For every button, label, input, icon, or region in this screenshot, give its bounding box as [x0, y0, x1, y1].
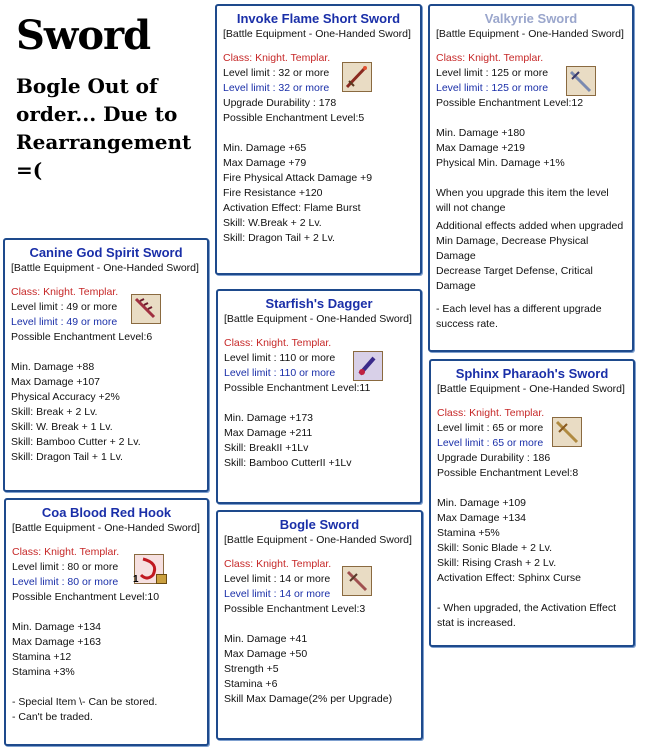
item-info-line: Upgrade Durability : 178: [223, 97, 337, 109]
item-panel-canine-god: [3, 238, 209, 492]
item-stat: Skill: Bamboo CutterII +1Lv: [224, 457, 352, 469]
item-stat: Skill: Sonic Blade + 2 Lv.: [437, 542, 553, 554]
item-note: When you upgrade this item the level will not change: [436, 187, 609, 214]
item-stat: Skill: Rising Crash + 2 Lv.: [437, 557, 557, 569]
item-stat: Skill Max Damage(2% per Upgrade): [224, 693, 393, 705]
item-stat: Skill: W.Break + 2 Lv.: [223, 217, 322, 229]
item-name: Sphinx Pharaoh's Sword: [455, 366, 609, 381]
item-class: Class: Knight. Templar.: [223, 52, 331, 64]
item-level-limit-required: Level limit : 49 or more: [11, 316, 118, 328]
item-stat: Max Damage +163: [12, 636, 102, 648]
item-panel-coa-blood: [4, 498, 209, 746]
item-stat: Physical Min. Damage +1%: [436, 157, 565, 169]
item-class: Class: Knight. Templar.: [12, 546, 120, 558]
item-info-line: Possible Enchantment Level:8: [437, 467, 579, 479]
item-stat: Max Damage +219: [436, 142, 526, 154]
item-panel-starfish: [216, 289, 422, 504]
item-name: Starfish's Dagger: [265, 296, 373, 311]
sword-icon: [131, 294, 161, 324]
sword-icon: [342, 62, 372, 92]
item-level-limit-required: Level limit : 80 or more: [12, 576, 119, 588]
item-note: Additional effects added when upgraded: [436, 220, 624, 232]
item-category: [Battle Equipment - One-Handed Sword]: [11, 262, 199, 274]
item-level-limit: Level limit : 49 or more: [11, 301, 118, 313]
sword-icon: [342, 566, 372, 596]
item-name: Bogle Sword: [279, 517, 360, 532]
item-stat: Fire Resistance +120: [223, 187, 323, 199]
item-stat: Min. Damage +88: [11, 361, 95, 373]
item-stat: Max Damage +211: [224, 427, 313, 439]
page-subtitle: Bogle Out of order... Due to Rearrangement =(: [16, 74, 192, 182]
item-stat: Stamina +12: [12, 651, 72, 663]
item-note: - Can't be traded.: [12, 711, 93, 723]
item-panel-valkyrie: [428, 4, 634, 352]
item-stat: Fire Physical Attack Damage +9: [223, 172, 373, 184]
item-level-limit: Level limit : 110 or more: [224, 352, 336, 364]
item-stat: Activation Effect: Flame Burst: [223, 202, 361, 214]
dagger-icon: [353, 351, 383, 381]
item-name: Canine God Spirit Sword: [29, 245, 183, 260]
item-class: Class: Knight. Templar.: [436, 52, 544, 64]
sword-icon: [552, 417, 582, 447]
item-stat: Physical Accuracy +2%: [11, 391, 120, 403]
item-level-limit: Level limit : 14 or more: [224, 573, 331, 585]
item-stat: Max Damage +107: [11, 376, 101, 388]
item-note: - Special Item \- Can be stored.: [12, 696, 158, 708]
lock-icon: [156, 574, 167, 584]
item-stat: Skill: W. Break + 1 Lv.: [11, 421, 113, 433]
item-category: [Battle Equipment - One-Handed Sword]: [223, 28, 411, 40]
item-stat: Min. Damage +180: [436, 127, 526, 139]
item-stat: Stamina +6: [224, 678, 278, 690]
item-stat: Min. Damage +134: [12, 621, 102, 633]
item-stat: Skill: Bamboo Cutter + 2 Lv.: [11, 436, 141, 448]
item-stat: Min. Damage +173: [224, 412, 314, 424]
item-info-line: Possible Enchantment Level:12: [436, 97, 584, 109]
item-category: [Battle Equipment - One-Handed Sword]: [224, 534, 412, 546]
item-stat: Skill: BreakII +1Lv: [224, 442, 309, 454]
item-stat: Max Damage +79: [223, 157, 307, 169]
item-info-line: Possible Enchantment Level:11: [224, 382, 371, 394]
item-level-limit-required: Level limit : 14 or more: [224, 588, 331, 600]
item-stat: Strength +5: [224, 663, 279, 675]
item-stat: Max Damage +50: [224, 648, 308, 660]
item-stat: Activation Effect: Sphinx Curse: [437, 572, 581, 584]
item-category: [Battle Equipment - One-Handed Sword]: [436, 28, 624, 40]
item-info-line: Possible Enchantment Level:10: [12, 591, 160, 603]
item-stat: Skill: Dragon Tail + 2 Lv.: [223, 232, 335, 244]
item-level-limit: Level limit : 80 or more: [12, 561, 119, 573]
item-name: Valkyrie Sword: [484, 11, 578, 26]
item-class: Class: Knight. Templar.: [224, 558, 332, 570]
item-level-limit: Level limit : 125 or more: [436, 67, 549, 79]
item-stat: Stamina +3%: [12, 666, 75, 678]
item-stat: Min. Damage +65: [223, 142, 307, 154]
page-title: Sword: [16, 12, 151, 59]
item-count-badge: 1: [133, 574, 139, 585]
item-panel-invoke-flame: [215, 4, 422, 275]
item-note: - Each level has a different upgrade success rate.: [436, 303, 602, 330]
item-name: Invoke Flame Short Sword: [236, 11, 401, 26]
item-class: Class: Knight. Templar.: [224, 337, 332, 349]
item-category: [Battle Equipment - One-Handed Sword]: [437, 383, 625, 395]
item-category: [Battle Equipment - One-Handed Sword]: [224, 313, 412, 325]
item-info-line: Upgrade Durability : 186: [437, 452, 551, 464]
item-info-line: Possible Enchantment Level:3: [224, 603, 366, 615]
item-note: - When upgraded, the Activation Effect stat is increased.: [437, 602, 616, 629]
item-level-limit-required: Level limit : 125 or more: [436, 82, 549, 94]
item-category: [Battle Equipment - One-Handed Sword]: [12, 522, 200, 534]
item-class: Class: Knight. Templar.: [11, 286, 119, 298]
item-name: Coa Blood Red Hook: [41, 505, 172, 520]
item-level-limit-required: Level limit : 32 or more: [223, 82, 330, 94]
item-level-limit-required: Level limit : 110 or more: [224, 367, 336, 379]
item-level-limit-required: Level limit : 65 or more: [437, 437, 544, 449]
item-note: Decrease Target Defense, Critical Damage: [436, 265, 593, 292]
item-class: Class: Knight. Templar.: [437, 407, 545, 419]
item-level-limit: Level limit : 65 or more: [437, 422, 544, 434]
item-stat: Stamina +5%: [437, 527, 500, 539]
item-info-line: Possible Enchantment Level:5: [223, 112, 365, 124]
item-info-line: Possible Enchantment Level:6: [11, 331, 153, 343]
item-panel-bogle: [216, 510, 423, 740]
sword-icon: [566, 66, 596, 96]
item-level-limit: Level limit : 32 or more: [223, 67, 330, 79]
item-stat: Max Damage +134: [437, 512, 527, 524]
item-stat: Min. Damage +41: [224, 633, 308, 645]
item-note: Min Damage, Decrease Physical Damage: [436, 235, 589, 262]
item-stat: Skill: Break + 2 Lv.: [11, 406, 98, 418]
item-stat: Min. Damage +109: [437, 497, 527, 509]
item-stat: Skill: Dragon Tail + 1 Lv.: [11, 451, 123, 463]
item-panel-sphinx: [429, 359, 635, 647]
